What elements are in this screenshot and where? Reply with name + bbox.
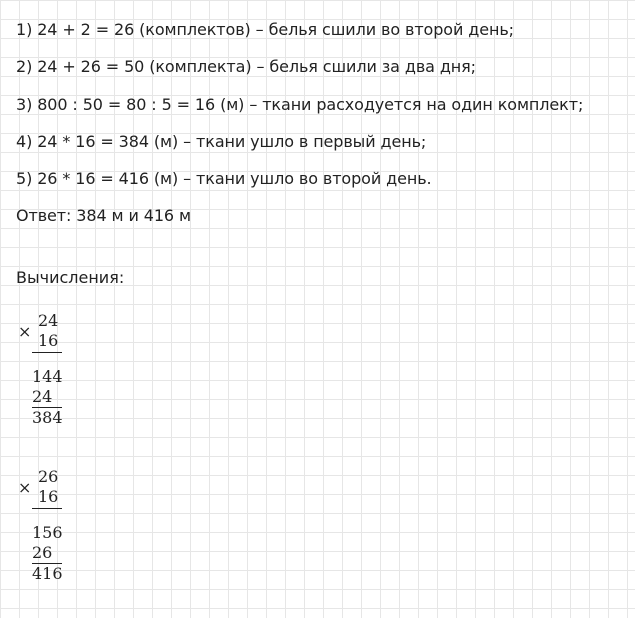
multiplier: 16 [38,331,59,350]
product-result: 416 [32,564,63,583]
partial-product-2: 26 [32,543,53,562]
step-3: 3) 800 : 50 = 80 : 5 = 16 (м) – ткани расходуется на один комплект; [16,95,584,114]
column-multiplication-1 [18,312,78,462]
step-5: 5) 26 * 16 = 416 (м) – ткани ушло во второй день. [16,169,432,188]
partial-product-1: 156 [32,523,63,542]
step-1: 1) 24 + 2 = 26 (комплектов) – белья сшили во второй день; [16,20,514,39]
calculations-heading: Вычисления: [16,268,125,287]
multiplicand: 26 [38,467,59,486]
answer: Ответ: 384 м и 416 м [16,206,191,225]
product-result: 384 [32,408,63,427]
partial-product-1: 144 [32,367,63,386]
step-2: 2) 24 + 26 = 50 (комплекта) – белья сшили за два дня; [16,57,476,76]
product-rule [32,352,62,353]
step-4: 4) 24 * 16 = 384 (м) – ткани ушло в первый день; [16,132,427,151]
partial-product-2: 24 [32,387,53,406]
multiply-sign: × [18,478,32,497]
multiply-sign: × [18,322,32,341]
multiplicand: 24 [38,311,59,330]
product-rule [32,508,62,509]
column-multiplication-2 [18,468,78,618]
multiplier: 16 [38,487,59,506]
